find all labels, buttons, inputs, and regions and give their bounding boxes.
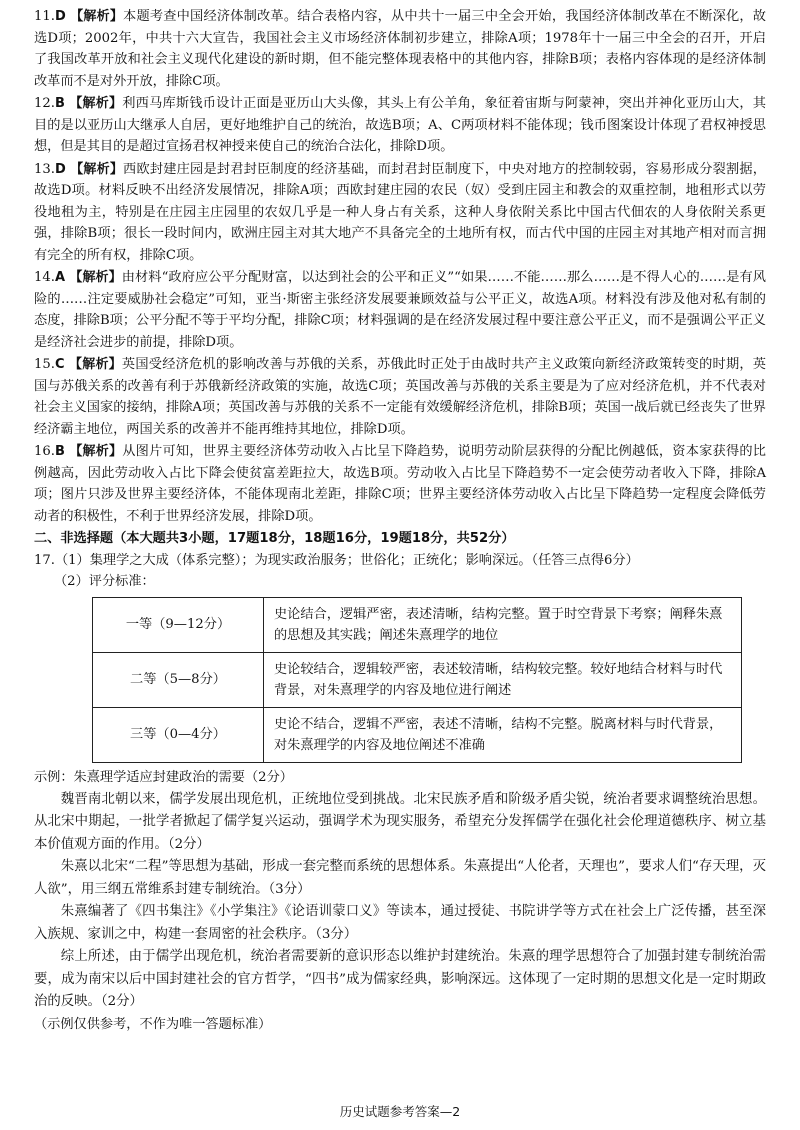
grade-description: 史论较结合，逻辑较严密，表述较清晰，结构较完整。较好地结合材料与时代背景，对朱熹理学的内容及地位进行阐述 <box>264 652 742 707</box>
example-paragraph: 综上所述，由于儒学出现危机，统治者需要新的意识形态以维护封建统治。朱熹的理学思想符合了加强封建专制统治需要，成为南宋以后中国封建社会的官方哲学，“四书”成为儒家经典，影响深远。这体现了一定时期的思想文化是一定时期政治的反映。（2分） <box>34 949 766 1009</box>
answer-16 <box>34 441 766 527</box>
example-paragraph: 朱熹以北宋“二程”等思想为基础，形成一套完整而系统的思想体系。朱熹提出“人伦者，天理也”，要求人们“存天理，灭人欲”，用三纲五常维系封建专制统治。（3分） <box>34 859 766 897</box>
example-note: （示例仅供参考，不作为唯一答题标准） <box>34 1016 272 1032</box>
question-number: 11. <box>34 9 55 24</box>
question-number: 14. <box>34 270 55 285</box>
grading-row <box>93 652 742 707</box>
answer-15 <box>34 354 766 440</box>
question-number: 12. <box>34 96 55 111</box>
page-footer: 历史试题参考答案—2 <box>339 1104 461 1119</box>
grade-level: 三等（0—4分） <box>93 707 264 762</box>
example-paragraph: 魏晋南北朝以来，儒学发展出现危机，正统地位受到挑战。北宋民族矛盾和阶级矛盾尖锐，统治者要求调整统治思想。从北宋中期起，一批学者掀起了儒学复兴运动，强调学术为现实服务，希望充分发挥儒学在强化社会伦理道德秩序、树立基本价值观方面的作用。（2分） <box>34 791 766 852</box>
grading-table <box>92 597 742 763</box>
grade-description: 史论结合，逻辑严密，表述清晰，结构完整。置于时空背景下考察；阐释朱熹的思想及其实践；阐述朱熹理学的地位 <box>264 597 742 652</box>
question-number: 15. <box>34 357 55 372</box>
q17-part2-label: （2）评分标准： <box>54 574 155 589</box>
analysis-tag: 【解析】 <box>69 444 123 459</box>
answer-11 <box>34 6 766 92</box>
analysis-tag: 【解析】 <box>69 270 122 285</box>
answer-letter: D <box>54 161 66 177</box>
analysis-tag: 【解析】 <box>69 96 123 111</box>
grade-description: 史论不结合，逻辑不严密，表述不清晰，结构不完整。脱离材料与时代背景，对朱熹理学的内容及地位阐述不准确 <box>264 707 742 762</box>
q17-part1: 17.（1）集理学之大成（体系完整）；为现实政治服务；世俗化；正统化；影响深远。（任答三点得6分） <box>34 552 639 568</box>
answer-letter: D <box>54 9 66 24</box>
grade-level: 二等（5—8分） <box>93 652 264 707</box>
answer-text: 由材料“政府应公平分配财富，以达到社会的公平和正义”“如果……不能……那么……是不得人心的……是有风险的……注定要威胁社会稳定”可知，亚当·斯密主张经济发展要兼顾效益与公平正义，故选A项。材料没有涉及他对私有制的态度，排除B项；公平分配不等于平均分配，排除C项；材料强调的是在经济发展过程中要注意公平正义，而不是强调公平正义是经济社会进步的前提，排除D项。 <box>34 270 766 350</box>
answer-letter: B <box>54 444 65 459</box>
question-number: 16. <box>34 444 55 459</box>
grading-row <box>93 597 742 652</box>
example-paragraph: 朱熹编著了《四书集注》《小学集注》《论语训蒙口义》等读本，通过授徒、书院讲学等方式在社会上广泛传播，甚至深入族规、家训之中，构建一套周密的社会秩序。（3分） <box>34 904 766 942</box>
answer-12 <box>34 93 766 158</box>
answer-letter: B <box>54 96 65 111</box>
analysis-tag: 【解析】 <box>70 9 124 24</box>
answer-text: 利西马库斯钱币设计正面是亚历山大头像，其头上有公羊角，象征着宙斯与阿蒙神，突出并神化亚历山大，其目的是以亚历山大继承人自居，更好地维护自己的统治，故选B项；A、C两项材料不能体现；钱币图案设计体现了君权神授思想，但是其目的是超过宣扬君权神授来使自己的统治合法化，排除D项。 <box>34 96 766 154</box>
analysis-tag: 【解析】 <box>68 357 122 372</box>
question-number: 13. <box>34 161 55 177</box>
grading-row <box>93 707 742 762</box>
answer-14 <box>34 267 766 353</box>
grade-level: 一等（9—12分） <box>93 597 264 652</box>
answer-13 <box>34 159 766 267</box>
answer-list <box>34 6 766 527</box>
answer-text: 从图片可知，世界主要经济体劳动收入占比呈下降趋势，说明劳动阶层获得的分配比例越低，资本家获得的比例越高，因此劳动收入占比下降会使贫富差距拉大，故选B项。劳动收入占比呈下降趋势不一定会使劳动者收入下降，排除A项；图片只涉及世界主要经济体，不能体现南北差距，排除C项；世界主要经济体劳动收入占比呈下降趋势一定程度会降低劳动者的积极性，不利于世界经济发展，排除D项。 <box>34 444 766 524</box>
answer-letter: C <box>54 357 65 372</box>
answer-letter: A <box>54 270 66 285</box>
analysis-tag: 【解析】 <box>70 161 124 177</box>
answer-text: 西欧封建庄园是封君封臣制度的经济基础，而封君封臣制度下，中央对地方的控制较弱，容易形成分裂割据，故选D项。材料反映不出经济发展情况，排除A项；西欧封建庄园的农民（奴）受到庄园主和教会的双重控制，地租形式以劳役地租为主，特别是在庄园主庄园里的农奴几乎是一种人身占有关系，这种人身依附关系比中国古代佃农的人身依附关系更强，排除B项；很长一段时间内，欧洲庄园主对其大地产不具备完全的土地所有权，而古代中国的庄园主对其地产相对而言拥有完全的所有权，排除C项。 <box>34 161 766 263</box>
answer-text: 本题考查中国经济体制改革。结合表格内容，从中共十一届三中全会开始，我国经济体制改革在不断深化，故选D项；2002年，中共十六大宣告，我国社会主义市场经济体制初步建立，排除A项；1978年十一届三中全会的召开，开启了我国改革开放和社会主义现代化建设的新时期，但不能完整体现表格中的其他内容，排除B项；表格内容体现的是经济体制改革而不是对外开放，排除C项。 <box>34 9 766 89</box>
section-heading: 二、非选择题（本大题共3小题，17题18分，18题16分，19题18分，共52分） <box>34 531 515 546</box>
answer-text: 英国受经济危机的影响改善与苏俄的关系，苏俄此时正处于由战时共产主义政策向新经济政策转变的时期，英国与苏俄关系的改善有利于苏俄新经济政策的实施，故选C项；英国改善与苏俄的关系主要是为了应对经济危机，并不代表对社会主义国家的接纳，排除A项；英国改善与苏俄的关系不一定能有效缓解经济危机，排除B项；英国一战后就已经丧失了世界经济霸主地位，两国关系的改善并不能再维持其地位，排除D项。 <box>34 357 766 437</box>
example-title: 示例：朱熹理学适应封建政治的需要（2分） <box>34 769 293 785</box>
